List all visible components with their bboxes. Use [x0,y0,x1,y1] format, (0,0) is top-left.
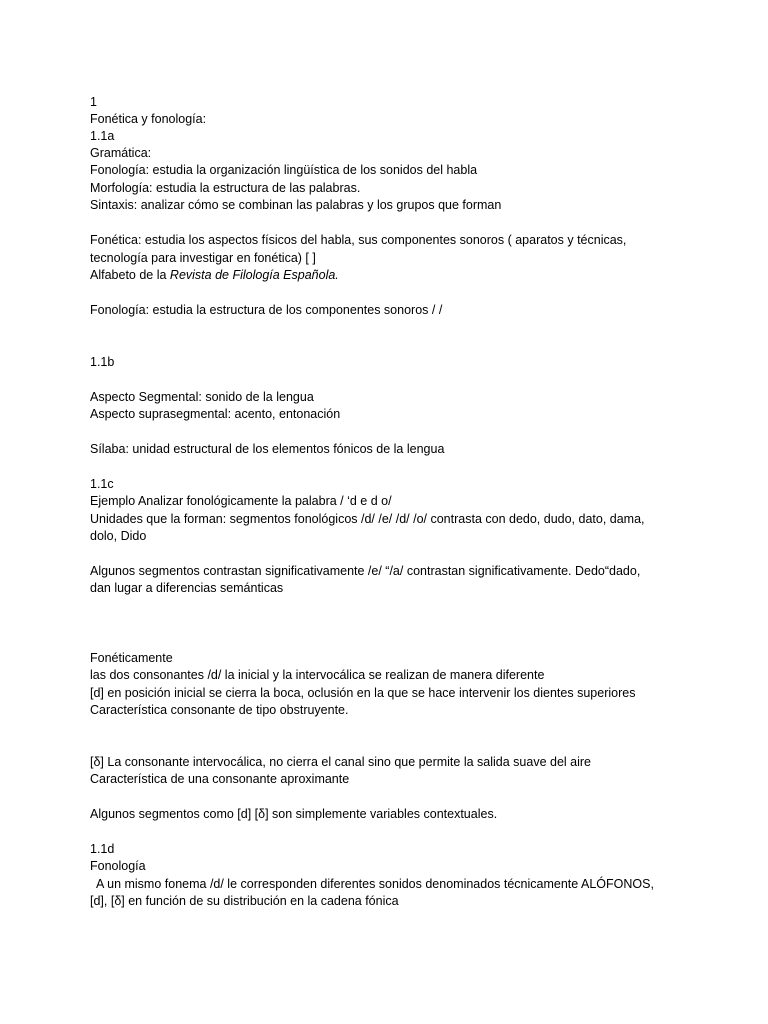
text-span: Alfabeto de la [90,268,170,282]
text-line [90,267,339,284]
text-line: [d] en posición inicial se cierra la boca, oclusión en la que se hace intervenir los dientes superiores [90,686,636,700]
text-line: Fonología [90,859,146,873]
text-line: Morfología: estudia la estructura de las palabras. [90,181,361,195]
text-line: Gramática: [90,146,152,160]
section-heading-1-1a: 1.1a [90,129,115,143]
text-line: tecnología para investigar en fonética) [ ] [90,251,316,265]
text-line: Fonología: estudia la organización lingüística de los sonidos del habla [90,163,478,177]
text-line: Algunos segmentos contrastan significativamente /e/ “/a/ contrastan significativamente. Dedo“dado, [90,564,641,578]
text-line: Unidades que la forman: segmentos fonológicos /d/ /e/ /d/ /o/ contrasta con dedo, dudo, dato, dama, [90,512,645,526]
text-line: las dos consonantes /d/ la inicial y la intervocálica se realizan de manera diferente [90,668,545,682]
text-line: Algunos segmentos como [d] [δ] son simplemente variables contextuales. [90,807,498,821]
text-line: Característica consonante de tipo obstruyente. [90,703,349,717]
text-line: Aspecto suprasegmental: acento, entonación [90,407,341,421]
text-line: [δ] La consonante intervocálica, no cierra el canal sino que permite la salida suave del aire [90,755,591,769]
text-line: Aspecto Segmental: sonido de la lengua [90,390,314,404]
section-heading-1-1b: 1.1b [90,355,115,369]
section-heading-1-1d: 1.1d [90,842,115,856]
text-line: Ejemplo Analizar fonológicamente la palabra / ‘d e d o/ [90,494,392,508]
text-line: Característica de una consonante aproximante [90,772,350,786]
text-line: Sintaxis: analizar cómo se combinan las palabras y los grupos que forman [90,198,502,212]
text-line: Fonología: estudia la estructura de los componentes sonoros / / [90,303,443,317]
text-line: [d], [δ] en función de su distribución en la cadena fónica [90,894,399,908]
text-line: dolo, Dido [90,529,147,543]
text-line: dan lugar a diferencias semánticas [90,581,284,595]
text-line: Fonética: estudia los aspectos físicos del habla, sus componentes sonoros ( aparatos y técnicas, [90,233,627,247]
page-number: 1 [90,95,97,109]
text-line: Sílaba: unidad estructural de los elementos fónicos de la lengua [90,442,445,456]
section-heading-1-1c: 1.1c [90,477,114,491]
chapter-title: Fonética y fonología: [90,112,207,126]
text-line: Fonéticamente [90,651,173,665]
text-line: A un mismo fonema /d/ le corresponden diferentes sonidos denominados técnicamente ALÓFONOS, [96,877,654,891]
journal-title: Revista de Filología Española. [169,268,339,282]
